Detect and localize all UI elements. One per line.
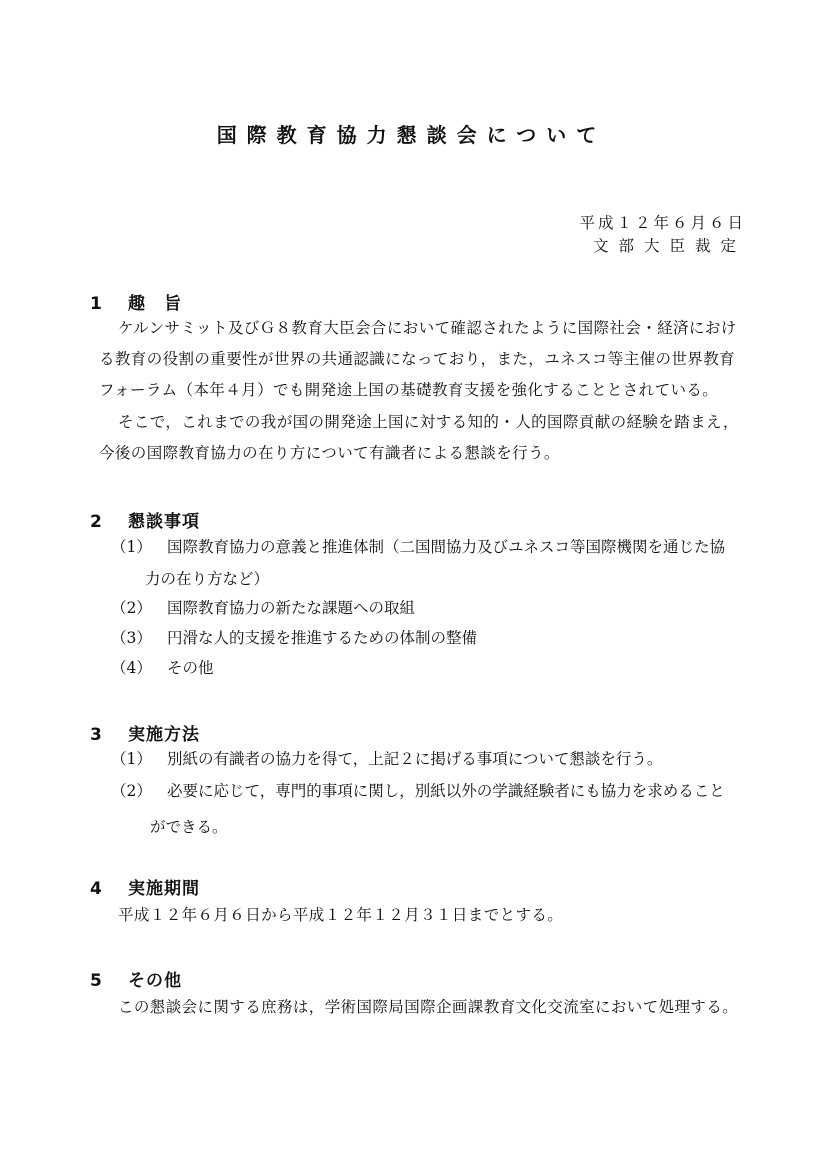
section-1-paragraph-line: フォーラム（本年４月）でも開発途上国の基礎教育支援を強化することとされている。 [99, 381, 719, 399]
section-1-paragraph-line: 今後の国際教育協力の在り方について有識者による懇談を行う。 [99, 444, 560, 462]
list-item [111, 745, 662, 774]
item-label: （1） [111, 538, 152, 556]
section-title: 実施期間 [128, 879, 200, 899]
item-label: （2） [111, 599, 152, 617]
list-item [111, 777, 725, 806]
section-number: 1 [90, 294, 103, 314]
section-1-paragraph-line: る教育の役割の重要性が世界の共通認識になっており，また，ユネスコ等主催の世界教育 [99, 350, 736, 368]
section-4-paragraph: 平成１２年６月６日から平成１２年１２月３１日までとする。 [118, 906, 564, 924]
section-1-paragraph-line: そこで，これまでの我が国の開発途上国に対する知的・人的国際貢献の経験を踏まえ， [118, 413, 739, 431]
list-item [111, 624, 477, 653]
item-text: 国際教育協力の新たな課題への取組 [167, 599, 416, 617]
item-label: （2） [111, 782, 152, 800]
item-label: （3） [111, 629, 152, 647]
section-3-heading [90, 720, 200, 745]
section-4-heading [90, 874, 200, 899]
item-continuation: ができる。 [150, 818, 228, 836]
section-2-heading [90, 507, 200, 532]
section-title: 懇談事項 [128, 512, 200, 532]
section-number: 3 [90, 725, 103, 745]
section-title: その他 [128, 971, 182, 991]
item-text: 必要に応じて，専門的事項に関し，別紙以外の学識経験者にも協力を求めること [167, 782, 725, 800]
section-number: 4 [90, 879, 103, 899]
document-date: 平成１２年６月６日 [579, 214, 746, 232]
section-1-heading [90, 289, 182, 314]
list-item [111, 533, 725, 562]
section-5-paragraph: この懇談会に関する庶務は，学術国際局国際企画課教育文化交流室において処理する。 [118, 998, 739, 1016]
section-number: 5 [90, 971, 103, 991]
section-title: 趣 旨 [128, 294, 182, 314]
document-title: 国際教育協力懇談会について [216, 123, 607, 147]
item-text: 円滑な人的支援を推進するための体制の整備 [167, 629, 478, 647]
section-number: 2 [90, 512, 103, 532]
document-authority: 文部大臣裁定 [592, 237, 746, 255]
item-text: その他 [167, 659, 214, 677]
section-title: 実施方法 [128, 725, 200, 745]
item-continuation: 力の在り方など） [145, 570, 270, 588]
item-text: 国際教育協力の意義と推進体制（二国間協力及びユネスコ等国際機関を通じた協 [167, 538, 726, 556]
section-5-heading [90, 966, 182, 991]
item-label: （4） [111, 659, 152, 677]
list-item [111, 594, 415, 623]
item-label: （1） [111, 750, 152, 768]
item-text: 別紙の有識者の協力を得て，上記２に掲げる事項について懇談を行う。 [167, 750, 663, 768]
list-item [111, 654, 214, 683]
section-1-paragraph-line: ケルンサミット及びＧ８教育大臣会合において確認されたように国際社会・経済におけ [118, 319, 737, 337]
